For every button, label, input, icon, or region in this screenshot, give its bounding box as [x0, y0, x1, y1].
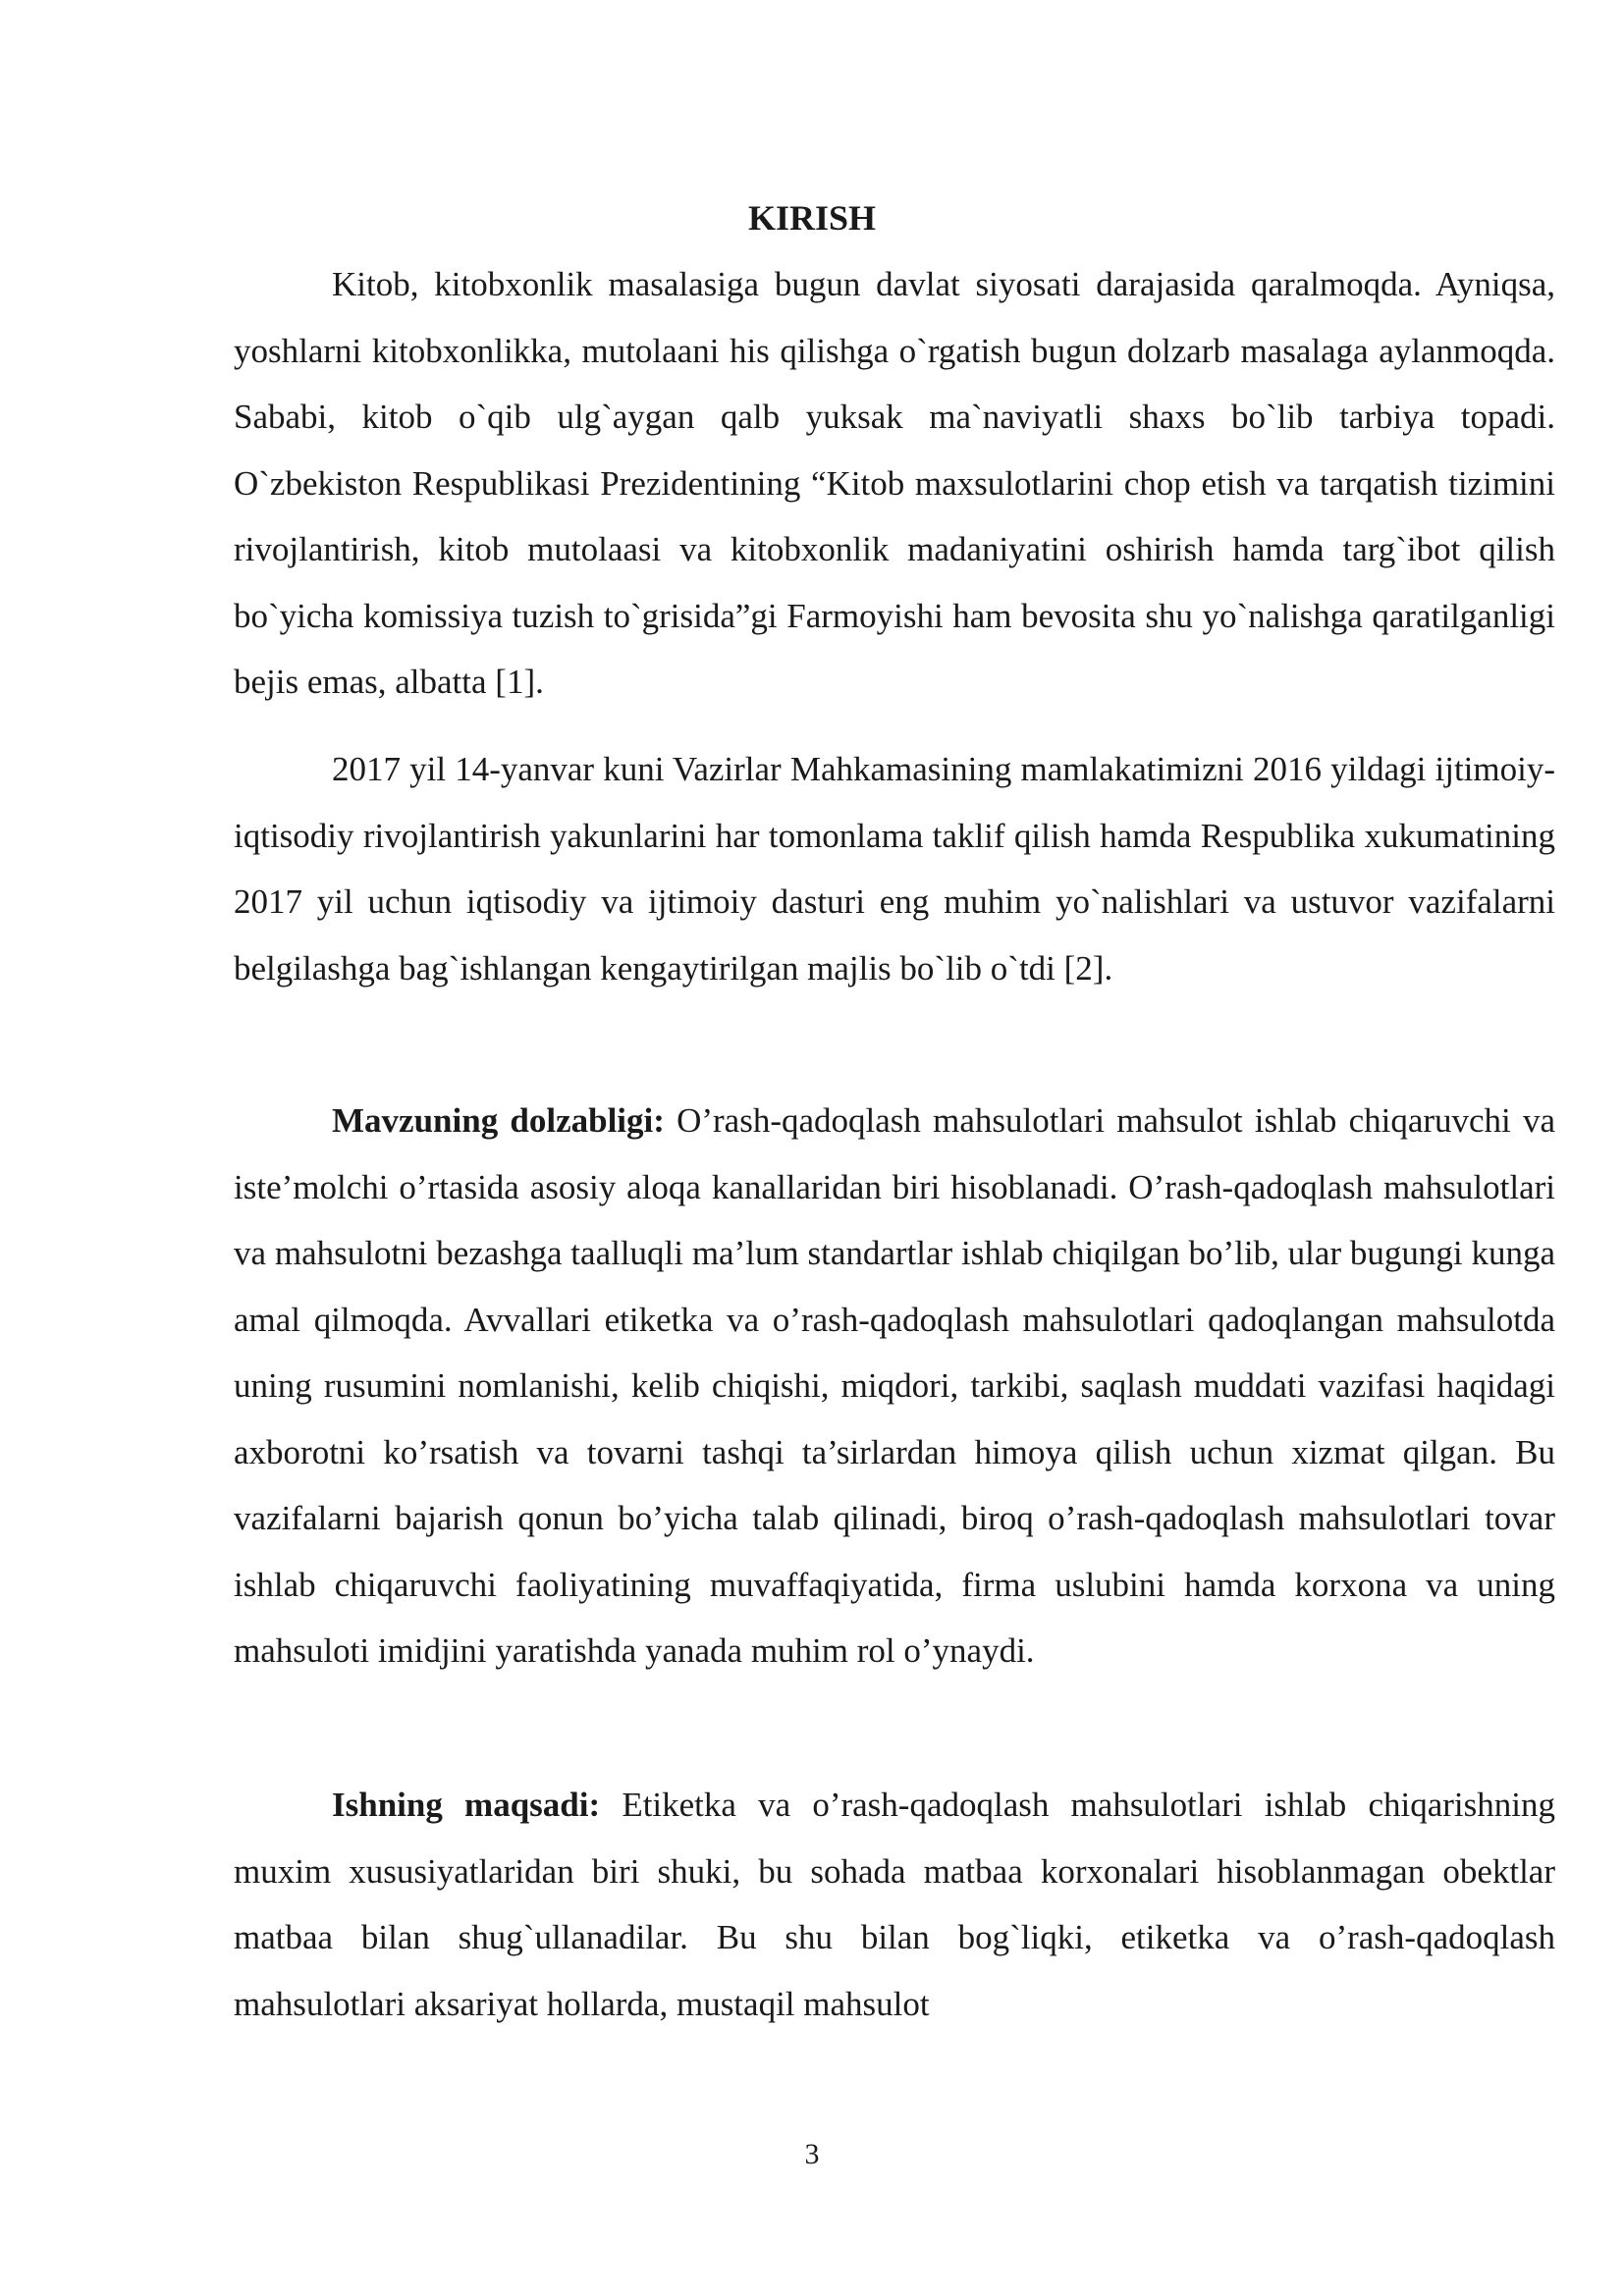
paragraph-relevance	[234, 1088, 1555, 1684]
paragraph-text: O’rash-qadoqlash mahsulotlari mahsulot ishlab chiqaruvchi va iste’molchi o’rtasida asosiy aloqa kanallaridan biri hisoblanadi. O’rash-qadoqlash mahsulotlari va mahsulotni bezashga taalluqli ma’lum standartlar ishlab chiqilgan bo’lib, ular bugungi kunga amal qilmoqda. Avvallari etiketka va o’rash-qadoqlash mahsulotlari qadoqlangan mahsulotda uning rusumini nomlanishi, kelib chiqishi, miqdori, tarkibi, saqlash muddati vazifasi haqidagi axborotni ko’rsatish va tovarni tashqi ta’sirlardan himoya qilish uchun xizmat qilgan. Bu vazifalarni bajarish qonun bo’yicha talab qilinadi, biroq o’rash-qadoqlash mahsulotlari tovar ishlab chiqaruvchi faoliyatining muvaffaqiyatida, firma uslubini hamda korxona va uning mahsuloti imidjini yaratishda yanada muhim rol o’ynaydi.	[234, 1101, 1555, 1670]
page-title: KIRISH	[747, 198, 877, 238]
paragraph-goal	[234, 1772, 1555, 2037]
page-number: 3	[804, 2138, 820, 2170]
paragraph-text: Kitob, kitobxonlik masalasiga bugun davlat siyosati darajasida qaralmoqda. Ayniqsa, yoshlarni kitobxonlikka, mutolaani his qilishga o`rgatish bugun dolzarb masalaga aylanmoqda. Sababi, kitob o`qib ulg`aygan qalb yuksak ma`naviyatli shaxs bo`lib tarbiya topadi. O`zbekiston Respublikasi Prezidentining “Kitob maxsulotlarini chop etish va tarqatish tizimini rivojlantirish, kitob mutolaasi va kitobxonlik madaniyatini oshirish hamda targ`ibot qilish bo`yicha komissiya tuzish to`grisida”gi Farmoyishi ham bevosita shu yo`nalishga qaratilganligi bejis emas, albatta [1].	[234, 265, 1555, 701]
paragraph-lead: Mavzuning dolzabligi:	[332, 1101, 665, 1140]
paragraph-meeting	[234, 736, 1555, 1001]
paragraph-text: Etiketka va o’rash-qadoqlash mahsulotlari ishlab chiqarishning muxim xususiyatlaridan biri shuki, bu sohada matbaa korxonalari hisoblanmagan obektlar matbaa bilan shug`ullanadilar. Bu shu bilan bog`liqki, etiketka va o’rash-qadoqlash mahsulotlari aksariyat hollarda, mustaqil mahsulot	[234, 1786, 1556, 2023]
paragraph-intro	[234, 251, 1555, 716]
paragraph-lead: Ishning maqsadi:	[332, 1786, 601, 1824]
paragraph-text: 2017 yil 14-yanvar kuni Vazirlar Mahkamasining mamlakatimizni 2016 yildagi ijtimoiy-iqtisodiy rivojlantirish yakunlarini har tomonlama taklif qilish hamda Respublika xukumatining 2017 yil uchun iqtisodiy va ijtimoiy dasturi eng muhim yo`nalishlari va ustuvor vazifalarni belgilashga bag`ishlangan kengaytirilgan majlis bo`lib o`tdi [2].	[234, 750, 1555, 988]
